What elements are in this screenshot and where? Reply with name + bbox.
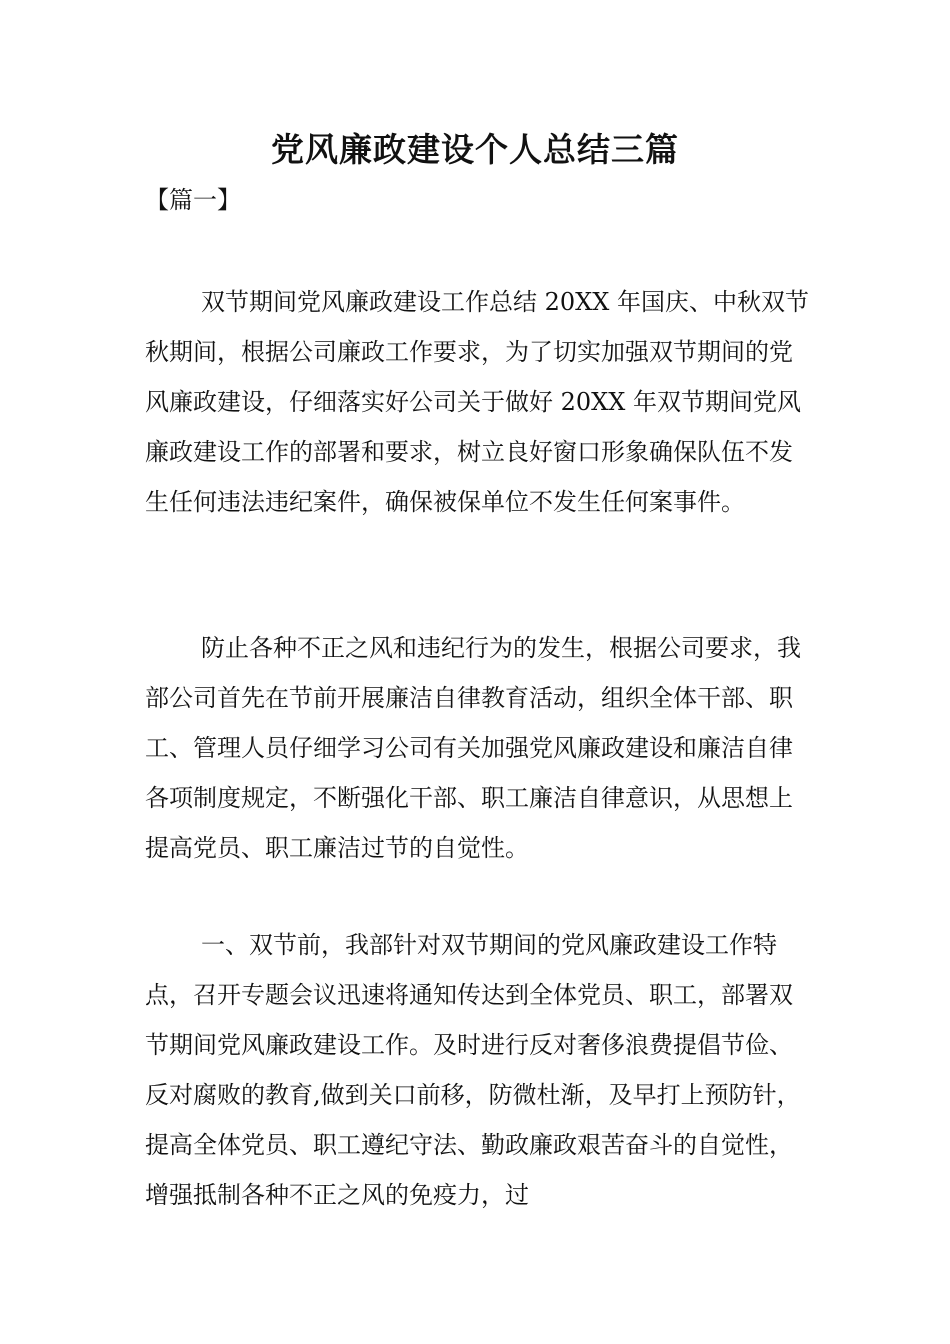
section-label: 【篇一】 <box>145 186 241 214</box>
document-title: 党风廉政建设个人总结三篇 <box>271 130 679 169</box>
paragraph-3: 一、双节前，我部针对双节期间的党风廉政建设工作特点，召开专题会议迅速将通知传达到全体党员、职工，部署双节期间党风廉政建设工作。及时进行反对奢侈浪费提倡节俭、反对腐败的教育,做到关口前移，防微杜渐，及早打上预防针，提高全体党员、职工遵纪守法、勤政廉政艰苦奋斗的自觉性，增强抵制各种不正之风的免疫力，过 <box>145 931 801 1209</box>
paragraph-2: 防止各种不正之风和违纪行为的发生，根据公司要求，我部公司首先在节前开展廉洁自律教育活动，组织全体干部、职工、管理人员仔细学习公司有关加强党风廉政建设和廉洁自律各项制度规定，不断强化干部、职工廉洁自律意识，从思想上提高党员、职工廉洁过节的自觉性。 <box>145 634 801 862</box>
paragraph-1: 双节期间党风廉政建设工作总结 20XX 年国庆、中秋双节秋期间，根据公司廉政工作要求，为了切实加强双节期间的党风廉政建设，仔细落实好公司关于做好 20XX 年双节期间党风廉政建设工作的部署和要求，树立良好窗口形象确保队伍不发生任何违法违纪案件，确保被保单位不发生任何案事件。 <box>145 288 809 516</box>
